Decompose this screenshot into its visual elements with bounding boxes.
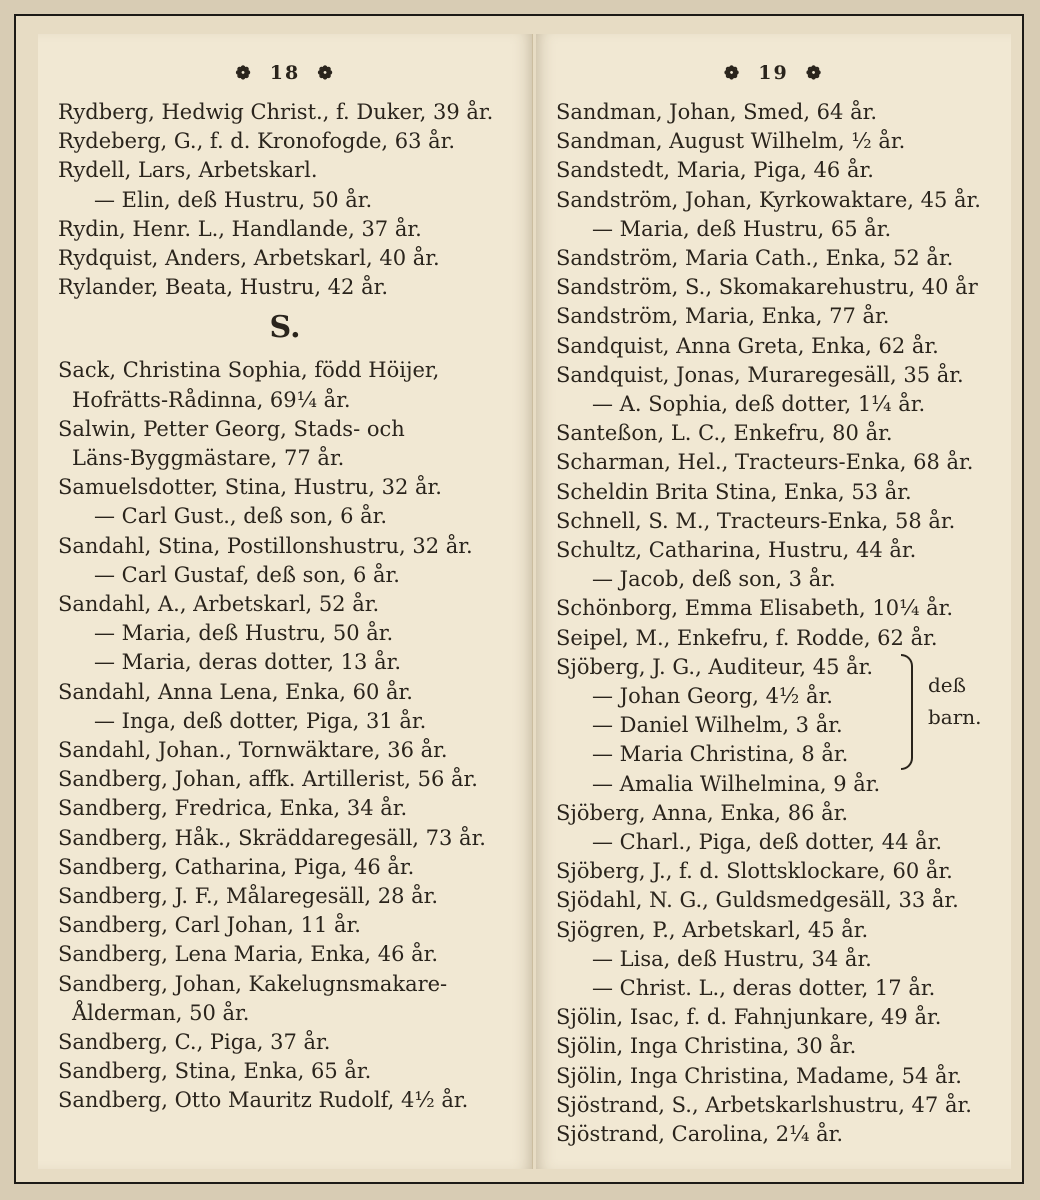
list-item: Sandberg, Håk., Skräddaregesäll, 73 år.: [58, 825, 486, 850]
list-item: — Jacob, deß son, 3 år.: [592, 567, 836, 592]
list-item: Sandahl, Stina, Postillonshustru, 32 år.: [58, 533, 473, 558]
list-item: Sandberg, Carl Johan, 11 år.: [58, 913, 361, 938]
list-item: Schnell, S. M., Tracteurs-Enka, 58 år.: [556, 508, 956, 533]
ornament-icon: ❁: [235, 63, 253, 84]
right-page-header: [536, 62, 1011, 84]
list-item: Sjöstrand, Carolina, 2¼ år.: [556, 1122, 844, 1146]
left-page: [38, 34, 533, 1169]
list-item: Sjölin, Inga Christina, 30 år.: [556, 1034, 857, 1059]
left-page-header: [38, 62, 532, 84]
list-item: — Maria Christina, 8 år.: [592, 742, 849, 767]
list-item: Sandström, Johan, Kyrkowaktare, 45 år.: [556, 187, 981, 212]
list-item: Schönborg, Emma Elisabeth, 10¼ år.: [556, 596, 954, 621]
ornament-icon: ❁: [805, 63, 824, 84]
list-item: — Amalia Wilhelmina, 9 år.: [592, 771, 881, 796]
list-item: Sandman, Johan, Smed, 64 år.: [556, 100, 878, 124]
list-item: Sandstedt, Maria, Piga, 46 år.: [556, 158, 874, 183]
list-item: Ålderman, 50 år.: [72, 1000, 250, 1025]
scan-frame: [14, 14, 1024, 1184]
list-item: Salwin, Petter Georg, Stads- och: [58, 416, 405, 441]
list-item: Scharman, Hel., Tracteurs-Enka, 68 år.: [556, 450, 974, 475]
list-item: Sandström, S., Skomakarehustru, 40 år: [556, 275, 978, 300]
list-item: Rydquist, Anders, Arbetskarl, 40 år.: [58, 246, 440, 270]
list-item: Sandberg, Catharina, Piga, 46 år.: [58, 854, 415, 879]
list-item: Sandberg, C., Piga, 37 år.: [58, 1030, 331, 1054]
brace-label: barn.: [928, 705, 982, 729]
list-item: Rylander, Beata, Hustru, 42 år.: [58, 275, 389, 300]
list-item: — Daniel Wilhelm, 3 år.: [592, 713, 843, 738]
page-number: 19: [758, 62, 789, 84]
list-item: Sandberg, Johan, affk. Artillerist, 56 år.: [58, 767, 478, 792]
list-item: Rydeberg, G., f. d. Kronofogde, 63 år.: [58, 129, 456, 154]
list-item: — Carl Gustaf, deß son, 6 år.: [94, 562, 400, 587]
list-item: — Maria, deß Hustru, 50 år.: [94, 621, 394, 646]
list-item: — Elin, deß Hustru, 50 år.: [94, 187, 373, 212]
ornament-icon: ❁: [723, 63, 742, 84]
list-item: — Christ. L., deras dotter, 17 år.: [592, 976, 936, 1000]
list-item: Sandahl, Johan., Tornwäktare, 36 år.: [58, 738, 448, 762]
list-item: Sandahl, A., Arbetskarl, 52 år.: [58, 592, 380, 616]
list-item: Seipel, M., Enkefru, f. Rodde, 62 år.: [556, 625, 938, 650]
section-letter: S.: [269, 310, 301, 346]
list-item: Sjödahl, N. G., Guldsmedgesäll, 33 år.: [556, 888, 959, 913]
list-item: Sandberg, Stina, Enka, 65 år.: [58, 1059, 372, 1084]
list-item: Sandahl, Anna Lena, Enka, 60 år.: [58, 679, 413, 704]
list-item: — Johan Georg, 4½ år.: [592, 684, 833, 708]
list-item: Samuelsdotter, Stina, Hustru, 32 år.: [58, 475, 442, 500]
page-number: 18: [269, 62, 301, 84]
list-item: — Lisa, deß Hustru, 34 år.: [592, 946, 872, 971]
list-item: Sandquist, Jonas, Muraregesäll, 35 år.: [556, 362, 964, 387]
list-item: Rydin, Henr. L., Handlande, 37 år.: [58, 216, 422, 241]
list-item: Sack, Christina Sophia, född Höijer,: [58, 358, 440, 383]
list-item: Sjölin, Inga Christina, Madame, 54 år.: [556, 1063, 962, 1088]
list-item: Sjölin, Isac, f. d. Fahnjunkare, 49 år.: [556, 1005, 942, 1030]
list-item: Sandberg, Otto Mauritz Rudolf, 4½ år.: [58, 1088, 469, 1113]
list-item: Sandberg, Fredrica, Enka, 34 år.: [58, 796, 408, 821]
list-item: Sandberg, Johan, Kakelugnsmakare-: [58, 971, 448, 996]
list-item: Hofrätts-Rådinna, 69¼ år.: [72, 387, 351, 412]
list-item: Sandström, Maria Cath., Enka, 52 år.: [556, 246, 954, 270]
list-item: Sjögren, P., Arbetskarl, 45 år.: [556, 917, 869, 942]
list-item: — Inga, deß dotter, Piga, 31 år.: [94, 708, 427, 733]
list-item: Läns-Byggmästare, 77 år.: [72, 446, 345, 470]
list-item: Sandman, August Wilhelm, ½ år.: [556, 129, 906, 154]
right-page: [536, 34, 1011, 1169]
list-item: — A. Sophia, deß dotter, 1¼ år.: [592, 392, 926, 416]
list-item: Santeßon, L. C., Enkefru, 80 år.: [556, 421, 893, 446]
brace-label: deß: [928, 673, 966, 697]
children-brace: [901, 654, 913, 770]
list-item: Sandström, Maria, Enka, 77 år.: [556, 304, 890, 329]
list-item: Rydberg, Hedwig Christ., f. Duker, 39 år.: [58, 100, 494, 124]
list-item: — Maria, deras dotter, 13 år.: [94, 650, 402, 675]
list-item: Sjöberg, J. G., Auditeur, 45 år.: [556, 654, 874, 679]
list-item: Sandberg, Lena Maria, Enka, 46 år.: [58, 942, 439, 967]
list-item: — Carl Gust., deß son, 6 år.: [94, 504, 388, 529]
list-item: Sandquist, Anna Greta, Enka, 62 år.: [556, 333, 939, 358]
ornament-icon: ❁: [317, 63, 335, 84]
list-item: Sandberg, J. F., Målaregesäll, 28 år.: [58, 884, 439, 908]
list-item: Sjöstrand, S., Arbetskarlshustru, 47 år.: [556, 1092, 972, 1117]
list-item: Rydell, Lars, Arbetskarl.: [58, 158, 318, 183]
list-item: Sjöberg, Anna, Enka, 86 år.: [556, 800, 849, 825]
list-item: Schultz, Catharina, Hustru, 44 år.: [556, 538, 917, 562]
list-item: — Charl., Piga, deß dotter, 44 år.: [592, 830, 943, 854]
list-item: Sjöberg, J., f. d. Slottsklockare, 60 år.: [556, 859, 953, 884]
list-item: — Maria, deß Hustru, 65 år.: [592, 216, 892, 241]
list-item: Scheldin Brita Stina, Enka, 53 år.: [556, 479, 912, 504]
